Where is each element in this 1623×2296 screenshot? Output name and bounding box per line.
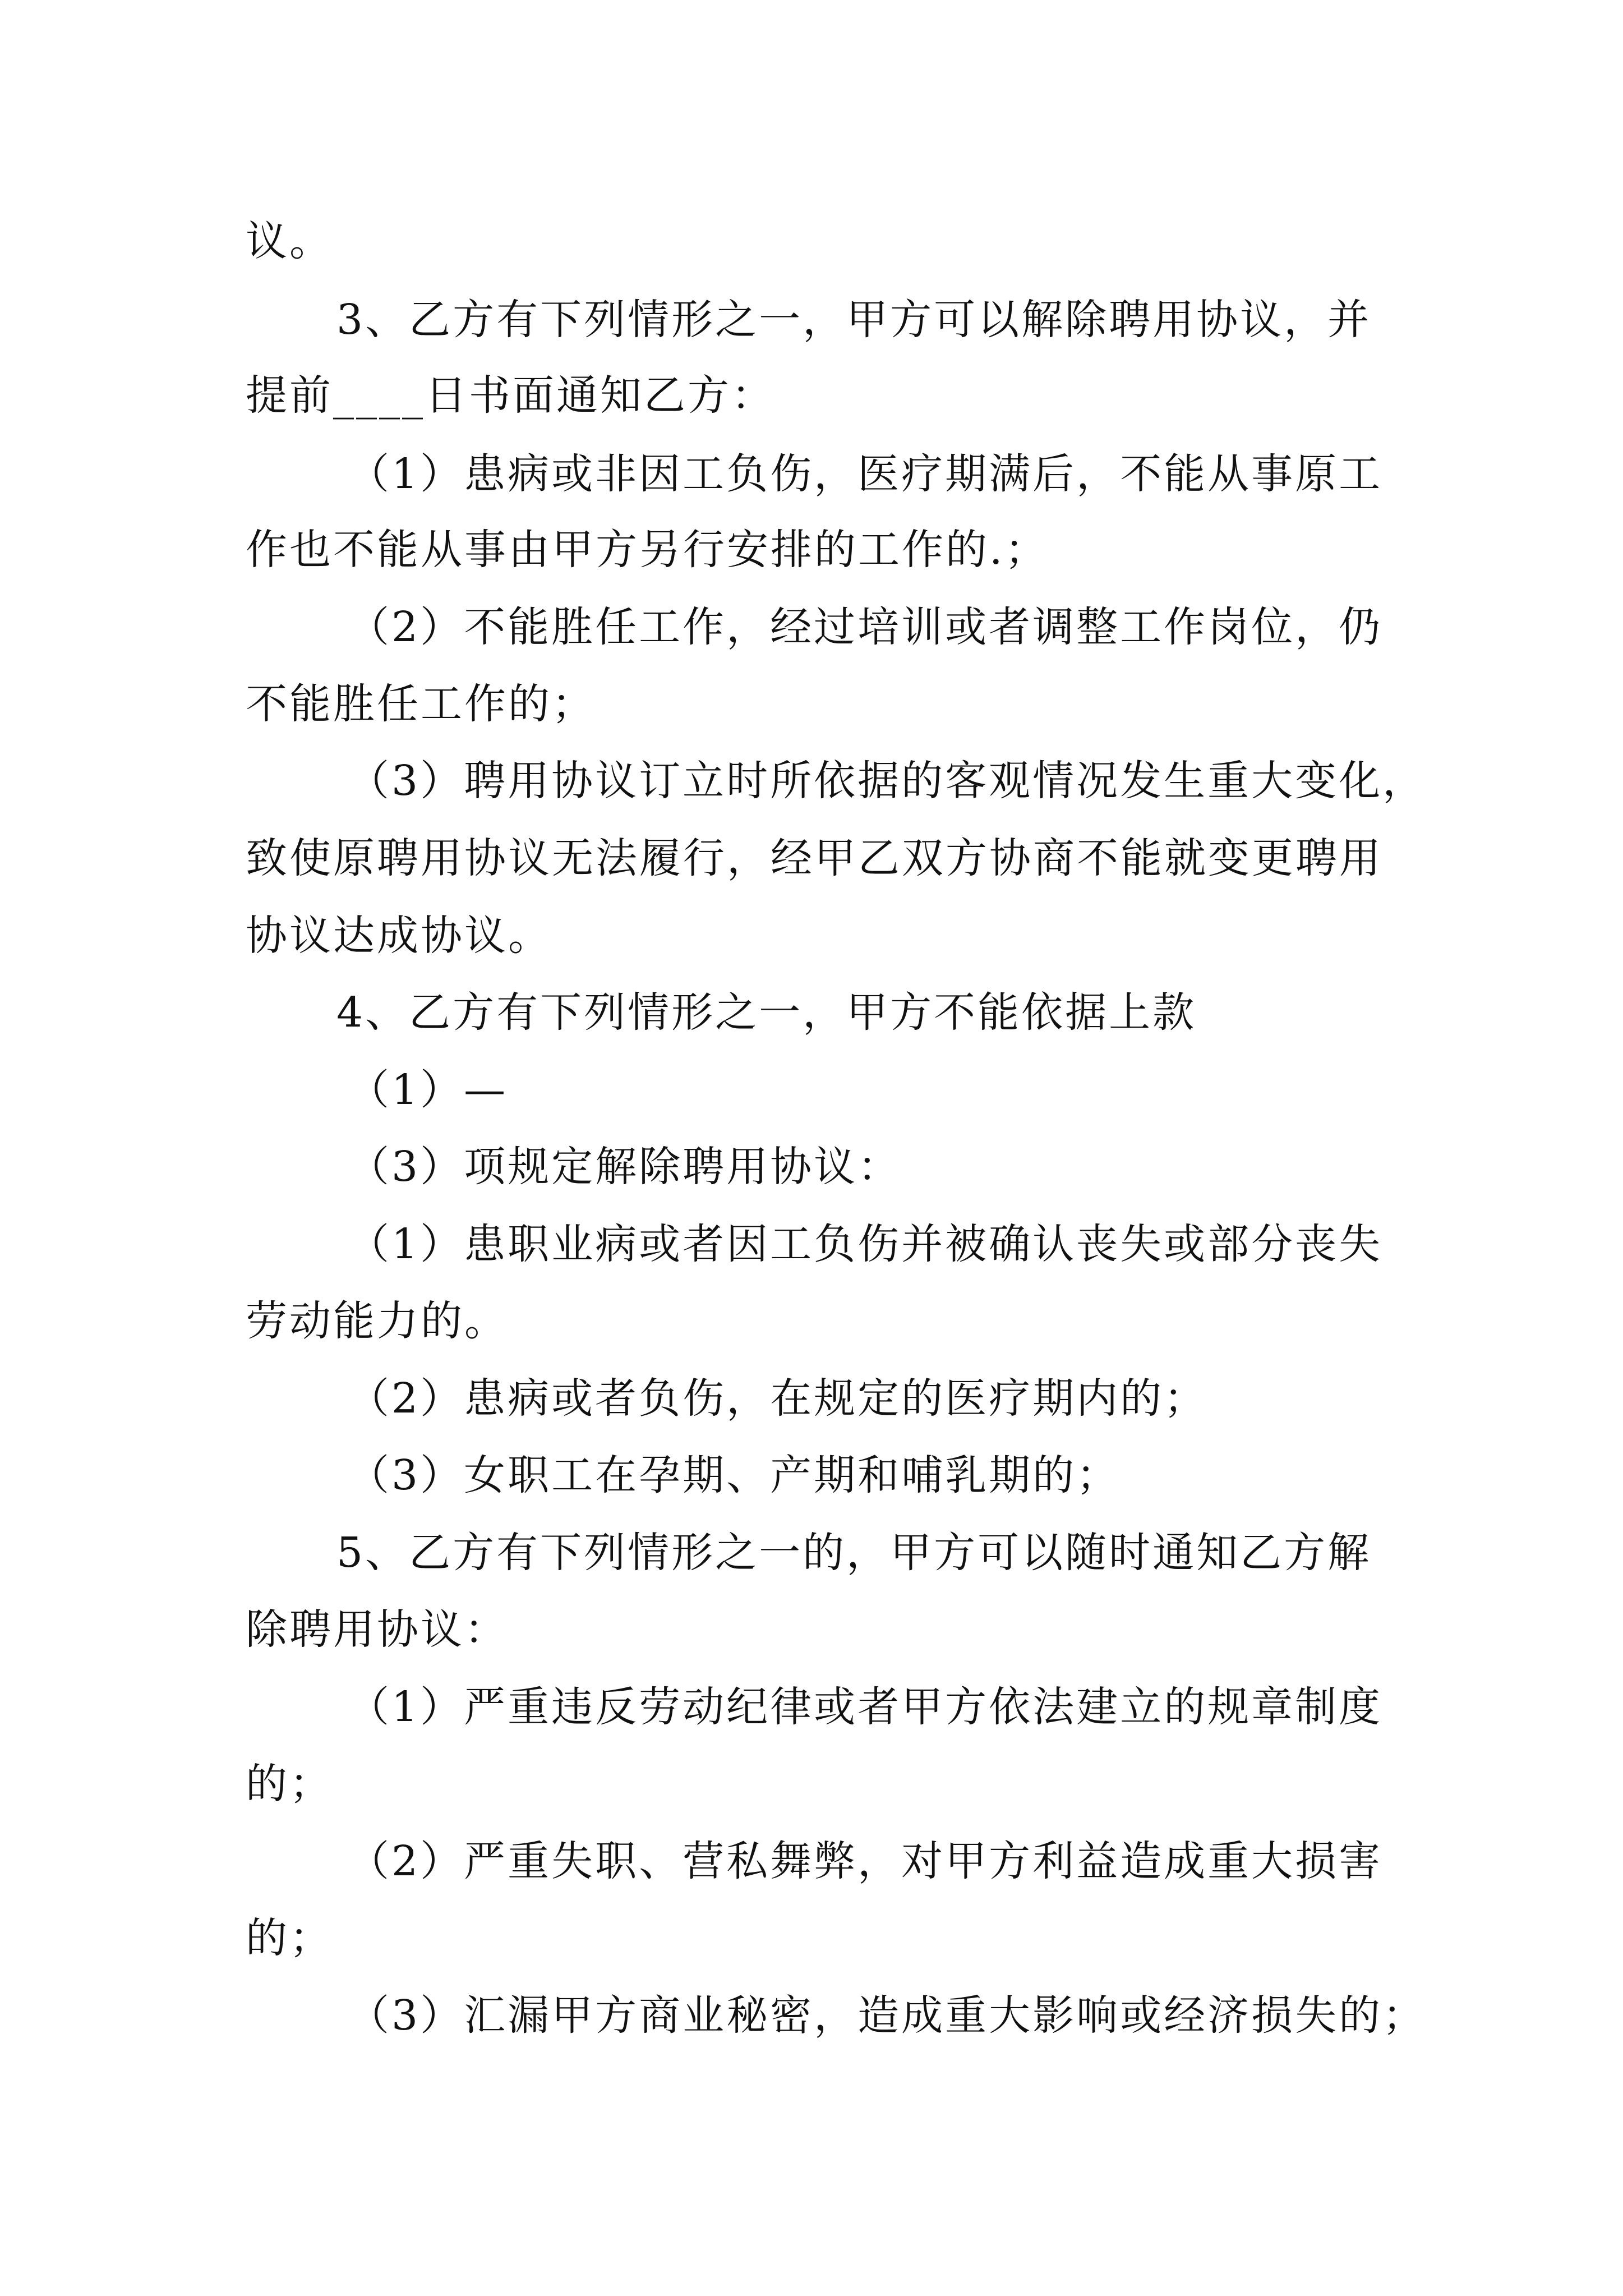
text-line-5: 作也不能从事由甲方另行安排的工作的.； <box>246 526 1049 574</box>
text-line-21: 的； <box>246 1760 333 1808</box>
text-line-24: （3）汇漏甲方商业秘密，造成重大影响或经济损失的； <box>348 1991 1427 2040</box>
text-line-13: （3）项规定解除聘用协议： <box>348 1143 902 1191</box>
text-line-9: 致使原聘用协议无法履行，经甲乙双方协商不能就变更聘用 <box>246 834 1383 882</box>
text-line-10: 协议达成协议。 <box>246 912 552 960</box>
text-line-3: 提前____日书面通知乙方： <box>246 371 775 420</box>
text-line-14: （1）患职业病或者因工负伤并被确认丧失或部分丧失 <box>348 1220 1383 1268</box>
text-line-7: 不能胜任工作的； <box>246 680 596 728</box>
text-line-4: （1）患病或非因工负伤，医疗期满后，不能从事原工 <box>348 450 1383 498</box>
text-line-12: （1）— <box>348 1066 508 1114</box>
text-line-2: 3、乙方有下列情形之一，甲方可以解除聘用协议，并 <box>336 296 1372 344</box>
text-line-23: 的； <box>246 1914 333 1962</box>
text-line-20: （1）严重违反劳动纪律或者甲方依法建立的规章制度 <box>348 1683 1383 1731</box>
text-line-6: （2）不能胜任工作，经过培训或者调整工作岗位，仍 <box>348 603 1383 651</box>
text-line-22: （2）严重失职、营私舞弊，对甲方利益造成重大损害 <box>348 1837 1383 1885</box>
text-line-1: 议。 <box>246 217 333 265</box>
text-line-17: （3）女职工在孕期、产期和哺乳期的； <box>348 1451 1121 1499</box>
text-line-16: （2）患病或者负伤，在规定的医疗期内的； <box>348 1374 1208 1423</box>
text-line-8: （3）聘用协议订立时所依据的客观情况发生重大变化， <box>348 757 1427 805</box>
text-line-19: 除聘用协议： <box>246 1605 508 1654</box>
text-line-15: 劳动能力的。 <box>246 1297 508 1345</box>
text-line-18: 5、乙方有下列情形之一的，甲方可以随时通知乙方解 <box>336 1529 1372 1577</box>
text-line-11: 4、乙方有下列情形之一，甲方不能依据上款 <box>336 988 1197 1037</box>
